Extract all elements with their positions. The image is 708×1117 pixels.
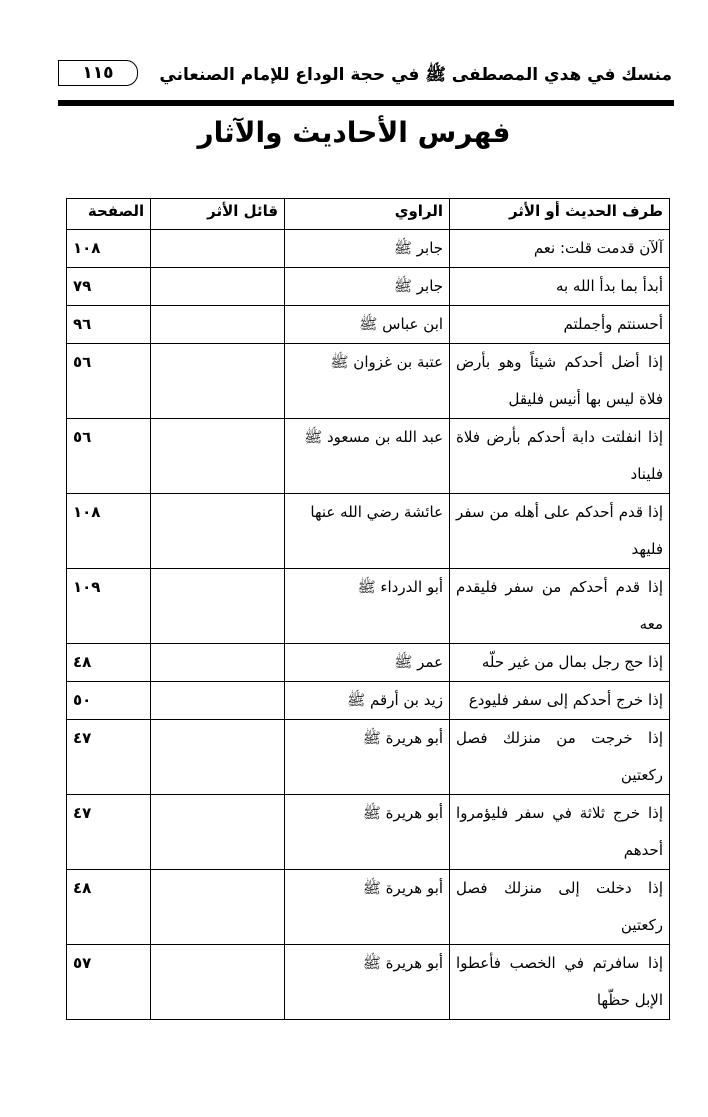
rawi-cell: عائشة رضي الله عنها [285, 494, 450, 569]
page-cell: ١٠٨ [67, 494, 151, 569]
page-cell: ٤٧ [67, 795, 151, 870]
rawi-cell: أبو هريرة ﷺ [285, 945, 450, 1020]
page-cell: ٥٠ [67, 682, 151, 720]
rawi-cell: زيد بن أرقم ﷺ [285, 682, 450, 720]
qail-cell [151, 644, 285, 682]
table-row [67, 682, 670, 720]
rawi-cell: عمر ﷺ [285, 644, 450, 682]
page-cell: ٧٩ [67, 268, 151, 306]
hadith-cell: إذا قدم أحدكم من سفر فليقدم معه [450, 569, 670, 644]
qail-cell [151, 268, 285, 306]
qail-cell [151, 230, 285, 268]
qail-cell [151, 682, 285, 720]
page-cell: ٥٦ [67, 344, 151, 419]
header-rule [58, 100, 674, 106]
running-title: منسك في هدي المصطفى ﷺ في حجة الوداع للإمام الصنعاني [159, 65, 672, 85]
hadith-cell: إذا أضل أحدكم شيئاً وهو بأرض فلاة ليس بها أنيس فليقل [450, 344, 670, 419]
table-row [67, 795, 670, 870]
hadith-cell: إذا دخلت إلى منزلك فصل ركعتين [450, 870, 670, 945]
page-cell: ١٠٩ [67, 569, 151, 644]
page-cell: ٩٦ [67, 306, 151, 344]
qail-cell [151, 720, 285, 795]
table-row [67, 644, 670, 682]
qail-cell [151, 569, 285, 644]
table-row [67, 419, 670, 494]
hadith-cell: إذا خرج ثلاثة في سفر فليؤمروا أحدهم [450, 795, 670, 870]
hadith-cell: أبدأ بما بدأ الله به [450, 268, 670, 306]
page-cell: ٤٨ [67, 644, 151, 682]
table-row [67, 720, 670, 795]
table-row [67, 230, 670, 268]
rawi-cell: عبد الله بن مسعود ﷺ [285, 419, 450, 494]
page-header [58, 56, 672, 92]
page-number: ١١٥ [58, 60, 138, 86]
hadith-index-table [66, 198, 670, 1020]
hadith-cell: آلآن قدمت قلت: نعم [450, 230, 670, 268]
column-header-qail: قائل الأثر [151, 199, 285, 230]
table-row [67, 306, 670, 344]
rawi-cell: أبو هريرة ﷺ [285, 720, 450, 795]
table-row [67, 945, 670, 1020]
page-cell: ٤٧ [67, 720, 151, 795]
qail-cell [151, 795, 285, 870]
column-header-rawi: الراوي [285, 199, 450, 230]
page-cell: ٥٦ [67, 419, 151, 494]
table-row [67, 268, 670, 306]
page-cell: ٥٧ [67, 945, 151, 1020]
table-header-row [67, 199, 670, 230]
rawi-cell: جابر ﷺ [285, 268, 450, 306]
qail-cell [151, 870, 285, 945]
qail-cell [151, 494, 285, 569]
hadith-cell: إذا انفلتت دابة أحدكم بأرض فلاة فليناد [450, 419, 670, 494]
page-cell: ٤٨ [67, 870, 151, 945]
column-header-page: الصفحة [67, 199, 151, 230]
table-row [67, 870, 670, 945]
rawi-cell: جابر ﷺ [285, 230, 450, 268]
rawi-cell: ابن عباس ﷺ [285, 306, 450, 344]
hadith-cell: أحسنتم وأجملتم [450, 306, 670, 344]
table-row [67, 494, 670, 569]
section-title: فهرس الأحاديث والآثار [197, 116, 511, 149]
rawi-cell: عتبة بن غزوان ﷺ [285, 344, 450, 419]
hadith-cell: إذا قدم أحدكم على أهله من سفر فليهد [450, 494, 670, 569]
hadith-cell: إذا خرجت من منزلك فصل ركعتين [450, 720, 670, 795]
rawi-cell: أبو الدرداء ﷺ [285, 569, 450, 644]
hadith-cell: إذا خرج أحدكم إلى سفر فليودع [450, 682, 670, 720]
qail-cell [151, 419, 285, 494]
rawi-cell: أبو هريرة ﷺ [285, 870, 450, 945]
hadith-cell: إذا حج رجل بمال من غير حلّه [450, 644, 670, 682]
table-row [67, 569, 670, 644]
qail-cell [151, 306, 285, 344]
hadith-cell: إذا سافرتم في الخصب فأعطوا الإبل حظّها [450, 945, 670, 1020]
table-row [67, 344, 670, 419]
page-cell: ١٠٨ [67, 230, 151, 268]
rawi-cell: أبو هريرة ﷺ [285, 795, 450, 870]
qail-cell [151, 945, 285, 1020]
column-header-hadith: طرف الحديث أو الأثر [450, 199, 670, 230]
qail-cell [151, 344, 285, 419]
